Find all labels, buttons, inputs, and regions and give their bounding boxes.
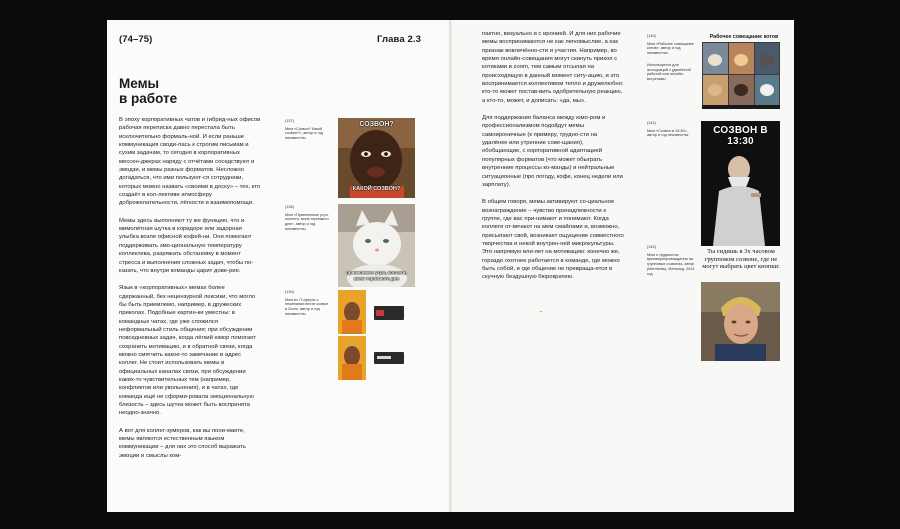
drake-illustration <box>338 290 415 380</box>
section-title-line1: Мемы <box>119 76 160 91</box>
paragraph: пактно, визуально и с иронией. И для них рабочие мемы воспринимаются не как легкомыслие, а как признак вовлечённо-сти и участия. Например, во время онлайн-совещания могут скинуть прикол с котиками в zoom, тем самым отсылая на происходящую в данный момент ситу-ацию, и это воспринимается коллективом тепло и дружелюбно: кто-то может постав-вить одобрительную реакцию, а кто-то, может, и дописать: «да, мы». <box>482 31 624 104</box>
right-body-text <box>482 30 624 291</box>
old-man-illustration <box>701 121 780 246</box>
caption-extra: Используется для ассоциаций с удалённой работой или онлайн-встречами <box>647 62 691 81</box>
meme-caption: приемлемое утро, коллеги, всем терпимого дня <box>346 270 407 281</box>
caption-number: (138) <box>285 205 294 209</box>
section-title-line2: в работе <box>119 91 178 106</box>
chapter-label: Глава 2.3 <box>377 34 421 45</box>
caption-number: (142) <box>647 245 656 249</box>
caption-138 <box>285 205 331 232</box>
meme-text: Ты сидишь в 3х часовом групповом созвоне, где не могут выбрать цвет кнопки: <box>702 248 780 271</box>
left-body-text <box>119 116 261 469</box>
caption-number: (137) <box>285 119 294 123</box>
cats-grid-illustration <box>702 42 780 109</box>
caption-text: Мем о трудностях времяпрепровождения на групповых созвонах, автор (Memfonts), Memolog, 2024 год <box>647 252 695 276</box>
paragraph: В общем говоря, мемы активируют со-циальное вознаграждение – чувство принадлежности к группе, где вас при-нимают и понимают. Когда коллеги от-вечают на мем смайлами и, возможно, присылают свой, возникает ощущение совместного творчества и некой внутрен-ней микрокультуры. Это напрямую вли-яет на мотивацию: конечно же, гораздо охотнее работается в команде, где можно быть собой, и где общение не превраща-ется в скучную бездушную бюрократию. <box>482 199 624 281</box>
caption-text: Мем «Созвон в 13:30», автор и год неизвестны <box>647 128 689 138</box>
caption-text: Мем «Рабочее совещание котов», автор и год неизвестны <box>647 41 694 56</box>
meme-image-drake <box>338 290 415 380</box>
paragraph: А вот для коллег-зумеров, как вы пони-маете, мемы являются естественным языком коммуникации – для них это способ выражать эмоции и смыслы ком- <box>119 427 246 459</box>
meme-caption-bottom: КАКОЙ СОЗВОН? <box>352 186 401 192</box>
meme-image-cat <box>338 204 415 287</box>
paragraph: Для поддержания баланса между юмо-ром и профессионализмом подойдут мемы самоироничные (к примеру, трудно-сти на удалёнке или утренние сове-щания), обобщающие, с корпоративной адаптацией популярных форматов (что может обыграть внутренние процессы ко-манды) и нейтральные ситуационные (про погоду, кофе, конец недели или зарплату). <box>482 115 623 188</box>
caption-number: (141) <box>647 121 656 125</box>
caption-141 <box>647 121 695 138</box>
caption-text: Мем «Приемлемое утро, коллеги, всем терпимого дня», автор и год неизвестны <box>285 212 329 231</box>
caption-142 <box>647 245 695 276</box>
caption-text: Мем из IT-сферы о нежелании вести созвон в Zoom, автор и год неизвестны <box>285 297 329 316</box>
meme-image-kid <box>338 118 415 198</box>
meme-image-man <box>701 282 780 361</box>
paragraph: Язык в «корпоративных» мемах более сдержанный, без нецензурной лексики, что могло бы быть приемлемо, например, в дружеских приколах. Подобные картин-ки уместны: в командных чатах, где уже сложился неформальный стиль общения; при обсуждении повседневных задач, когда лёгкий юмор помогает сохранить мотивацию, и в обратной связи, когда можно смягчить какое-то замечание в адрес коллег. Не стоит использовать мемы в официальных каналах связи, при обсуждении каких-то чувствительных тем (например, конфликтов или увольнения), и в чатах, где команда ещё не сформи-ровала эмоциональную близость – здесь шутка может быть воспринята неодно-значно. <box>119 285 256 417</box>
right-page <box>452 20 794 512</box>
meme-image-old-man <box>701 121 780 246</box>
caption-139 <box>285 290 331 317</box>
caption-text: Мем «Созвон? Какой созвон?», автор и год неизвестны <box>285 126 324 141</box>
page-range: (74–75) <box>119 34 153 45</box>
paragraph: Мемы здесь выполняют ту же функцию, что и мимолётная шутка в коридоре или задорная улыбка возле офисной кофей-ни. Они помогают поддерживать эмо-циональную температуру коллектива, разряжать обстановку в момент стресса и выполнения сложных задач, чтобы по-казать, что внутри команды царит дове-рие. <box>119 217 254 274</box>
caption-number: (140) <box>647 34 656 38</box>
meme-image-cats <box>702 42 780 109</box>
section-title <box>119 76 269 106</box>
caption-137 <box>285 119 331 141</box>
meme-title: Рабочее совещание котов <box>709 34 779 40</box>
meme-title: СОЗВОН В 13:30 <box>713 125 768 147</box>
page-mark <box>540 311 542 312</box>
caption-number: (139) <box>285 290 294 294</box>
left-page <box>107 20 450 512</box>
caption-140 <box>647 34 695 82</box>
paragraph: В эпоху корпоративных чатов и гибрид-ных офисов рабочая переписка давно перестала быть исключительно формаль-ной. И если раньше коммуникация своди-лась к строгим письмам и сухим задачам, то сегодня в корпоративных мессен-джерах наряду с отчётами соседствуют и эмодзи, и мемы разных форматов. Несложно догадаться, что ими пользуют-ся сотрудники, которых можно назвать «своими в доску» – тех, кто создаёт в кол-лективе атмосферу доброжелательности, лёгкости и взаимопомощи. <box>119 117 261 207</box>
meme-caption-top: СОЗВОН? <box>359 121 394 128</box>
man-illustration <box>701 282 780 361</box>
